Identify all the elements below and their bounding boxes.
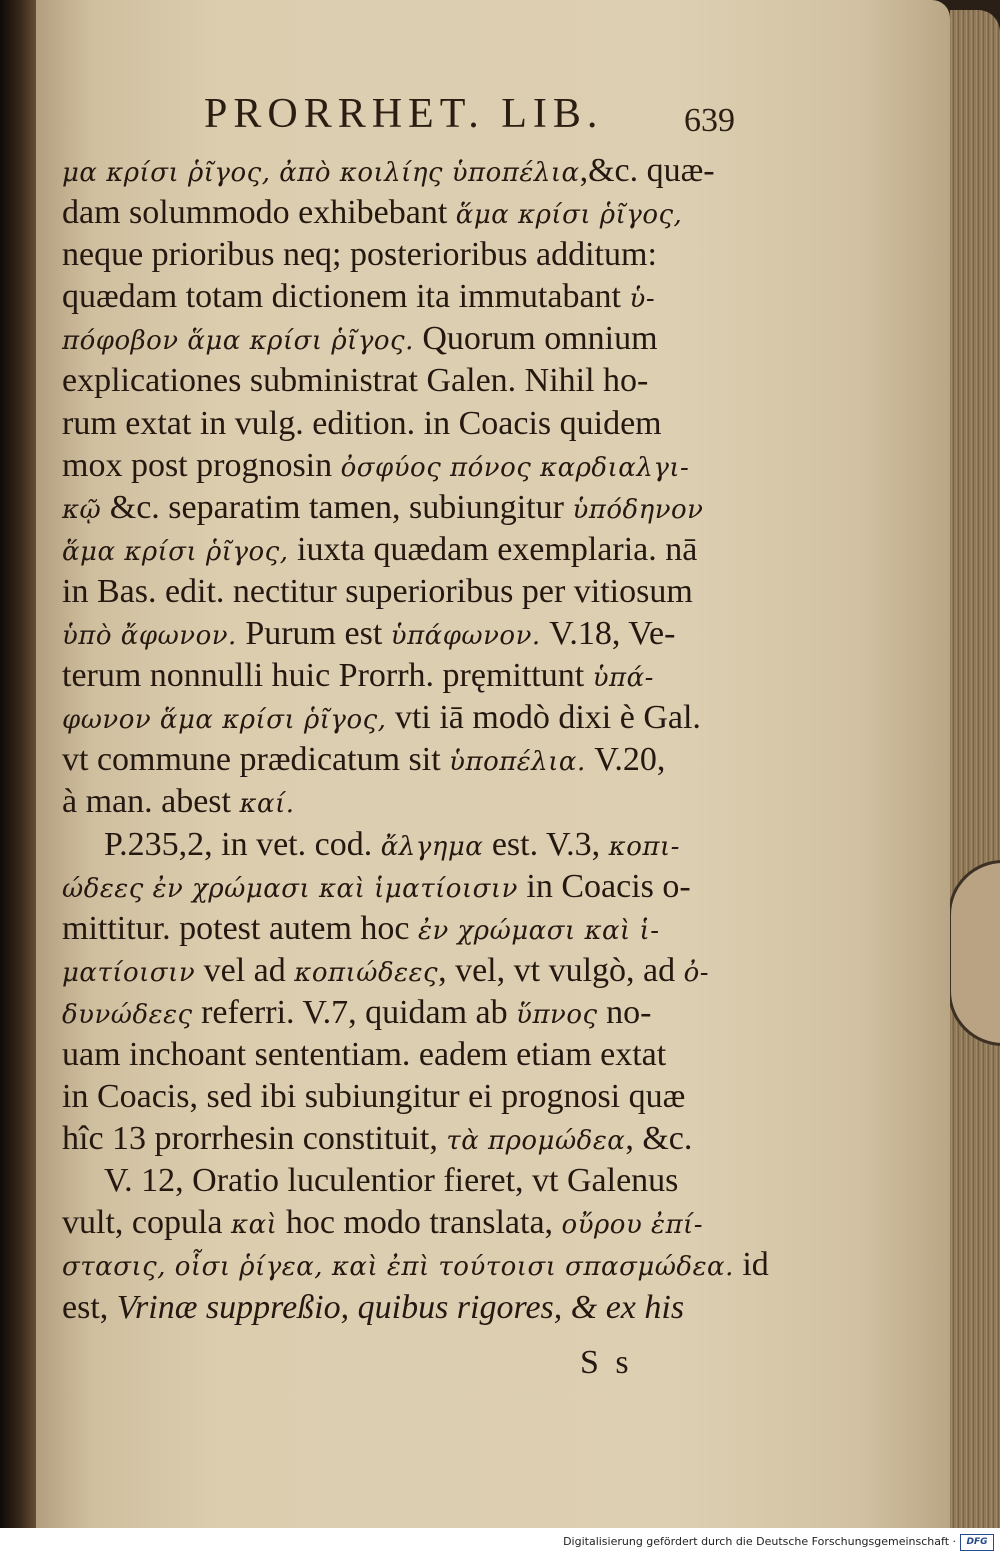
- greek-text: ὑποπέλια.: [449, 747, 586, 778]
- latin-text: id: [733, 1246, 769, 1284]
- footer-credit: Digitalisierung gefördert durch die Deutsche Forschungsgemeinschaft ·: [563, 1535, 956, 1548]
- text-line: [62, 1244, 769, 1286]
- text-line: [62, 824, 762, 866]
- latin-text: , &c.: [625, 1120, 693, 1158]
- greek-text: ὀσφύος πόνος καρδιαλγι-: [340, 452, 690, 483]
- text-line: [62, 866, 762, 908]
- latin-text: , vel, vt vulgò, ad: [438, 951, 684, 989]
- dfg-logo: DFG: [960, 1534, 994, 1551]
- latin-text: iuxta quædam exemplaria. nā: [288, 530, 698, 568]
- greek-text: ματίοισιν: [62, 957, 196, 988]
- greek-text: ὀ-: [683, 957, 710, 988]
- latin-text: referri. V.7, quidam ab: [192, 993, 517, 1031]
- greek-text: ἅμα κρίσι ῥῖγος,: [62, 536, 289, 567]
- latin-text: in Coacis, sed ibi subiungitur ei prognosi quæ: [62, 1078, 686, 1116]
- greek-text: δυνώδεες: [62, 999, 193, 1030]
- greek-text: κῷ: [62, 494, 102, 525]
- text-line: [62, 992, 762, 1034]
- text-line: [62, 234, 762, 276]
- clasp-tab: [948, 860, 1000, 1046]
- greek-text: καὶ: [231, 1210, 278, 1241]
- text-line: [62, 781, 762, 823]
- latin-text: ,&c. quæ-: [579, 152, 715, 189]
- running-head: PRORRHET. LIB.: [204, 91, 604, 137]
- greek-text: κοπι-: [608, 831, 680, 862]
- text-line: [62, 403, 762, 445]
- text-line: [62, 739, 762, 781]
- latin-text: in Bas. edit. nectitur superioribus per vitiosum: [62, 572, 693, 610]
- latin-text: hîc 13 prorrhesin constituit,: [62, 1120, 447, 1158]
- greek-text: ώδεες ἐν χρώμασι καὶ ἱματίοισιν: [62, 873, 518, 904]
- greek-text: ὑπὸ ἄφωνον.: [62, 621, 237, 652]
- greek-text: ὑπόδηνον: [572, 494, 704, 525]
- text-line: [62, 908, 762, 950]
- page-number: 639: [684, 102, 735, 139]
- italic-text: Vrinæ suppreßio, quibus rigores, & ex his: [116, 1288, 685, 1326]
- greek-text: στασις, οἷσι ῥίγεα, καὶ ἐπὶ τούτοισι σπασμώδεα.: [62, 1252, 734, 1283]
- text-line: [62, 360, 762, 402]
- latin-text: quædam totam dictionem ita immutabant: [62, 278, 630, 316]
- latin-text: &c. separatim tamen, subiungitur: [101, 488, 573, 526]
- latin-text: terum nonnulli huic Prorrh. pręmittunt: [62, 657, 593, 695]
- greek-text: ἐν χρώμασι καὶ ἱ-: [418, 915, 660, 946]
- text-line: [62, 950, 762, 992]
- greek-text: ὑπά-: [592, 663, 654, 694]
- greek-text: ὕπνος: [516, 999, 598, 1030]
- body-text: [62, 150, 769, 1329]
- greek-text: πόφοβον ἅμα κρίσι ῥῖγος.: [62, 326, 414, 357]
- greek-text: κοπιώδεες: [294, 957, 439, 988]
- text-line: [62, 1076, 762, 1118]
- greek-text: τὰ προμώδεα: [446, 1126, 626, 1157]
- text-line: [62, 487, 762, 529]
- latin-text: dam solummodo exhibebant: [62, 194, 456, 232]
- text-line: [62, 655, 762, 697]
- greek-text: ἅμα κρίσι ῥῖγος,: [455, 200, 683, 231]
- latin-text: in Coacis o-: [517, 867, 691, 905]
- book-page: [36, 0, 950, 1528]
- latin-text: explicationes subministrat Galen. Nihil ho-: [62, 362, 649, 400]
- text-line: [62, 445, 762, 487]
- greek-text: ὑπάφωνον.: [390, 621, 541, 652]
- text-line: [62, 1160, 762, 1202]
- signature-mark: S s: [580, 1344, 633, 1381]
- latin-text: mittitur. potest autem hoc: [62, 909, 419, 947]
- page-header: [36, 90, 950, 150]
- latin-text: vti iā modò dixi è Gal.: [386, 699, 701, 737]
- latin-text: V.20,: [585, 741, 666, 779]
- latin-text: neque prioribus neq; posterioribus additum:: [62, 236, 657, 274]
- latin-text: Purum est: [236, 615, 391, 653]
- text-line: [62, 1034, 762, 1076]
- latin-text: V. 12, Oratio luculentior fieret, vt Galenus: [104, 1162, 679, 1200]
- latin-text: vt commune prædicatum sit: [62, 741, 450, 779]
- greek-text: φωνον ἅμα κρίσι ῥῖγος,: [62, 705, 387, 736]
- text-line: [62, 318, 762, 360]
- text-line: [62, 613, 762, 655]
- greek-text: ὑ-: [629, 284, 656, 315]
- latin-text: vel ad: [195, 951, 295, 989]
- greek-text: οὔρου ἐπί-: [561, 1210, 704, 1241]
- latin-text: uam inchoant sententiam. eadem etiam extat: [62, 1035, 667, 1073]
- latin-text: rum extat in vulg. edition. in Coacis quidem: [62, 404, 662, 442]
- latin-text: hoc modo translata,: [277, 1204, 562, 1242]
- text-line: [62, 1287, 762, 1329]
- greek-text: καί.: [239, 789, 295, 820]
- latin-text: à man. abest: [62, 783, 240, 821]
- text-line: [62, 697, 762, 739]
- page-edges: [950, 10, 1000, 1528]
- text-line: [62, 276, 762, 318]
- latin-text: est,: [62, 1288, 117, 1326]
- text-line: [62, 529, 762, 571]
- latin-text: mox post prognosin: [62, 446, 341, 484]
- text-line: [62, 192, 762, 234]
- latin-text: est. V.3,: [483, 825, 609, 863]
- greek-text: μα κρίσι ῥῖγος, ἀπὸ κοιλίης ὑποπέλια: [62, 158, 580, 188]
- text-line: [62, 1202, 762, 1244]
- latin-text: Quorum omnium: [413, 320, 658, 358]
- text-line: [62, 150, 762, 192]
- latin-text: no-: [597, 993, 652, 1031]
- text-line: [62, 571, 762, 613]
- book-gutter: [0, 0, 38, 1528]
- latin-text: vult, copula: [62, 1204, 232, 1242]
- footer-bar: [0, 1528, 1000, 1556]
- greek-text: ἄλγημα: [380, 831, 484, 862]
- text-line: [62, 1118, 762, 1160]
- latin-text: P.235,2, in vet. cod.: [104, 825, 381, 863]
- latin-text: V.18, Ve-: [540, 615, 676, 653]
